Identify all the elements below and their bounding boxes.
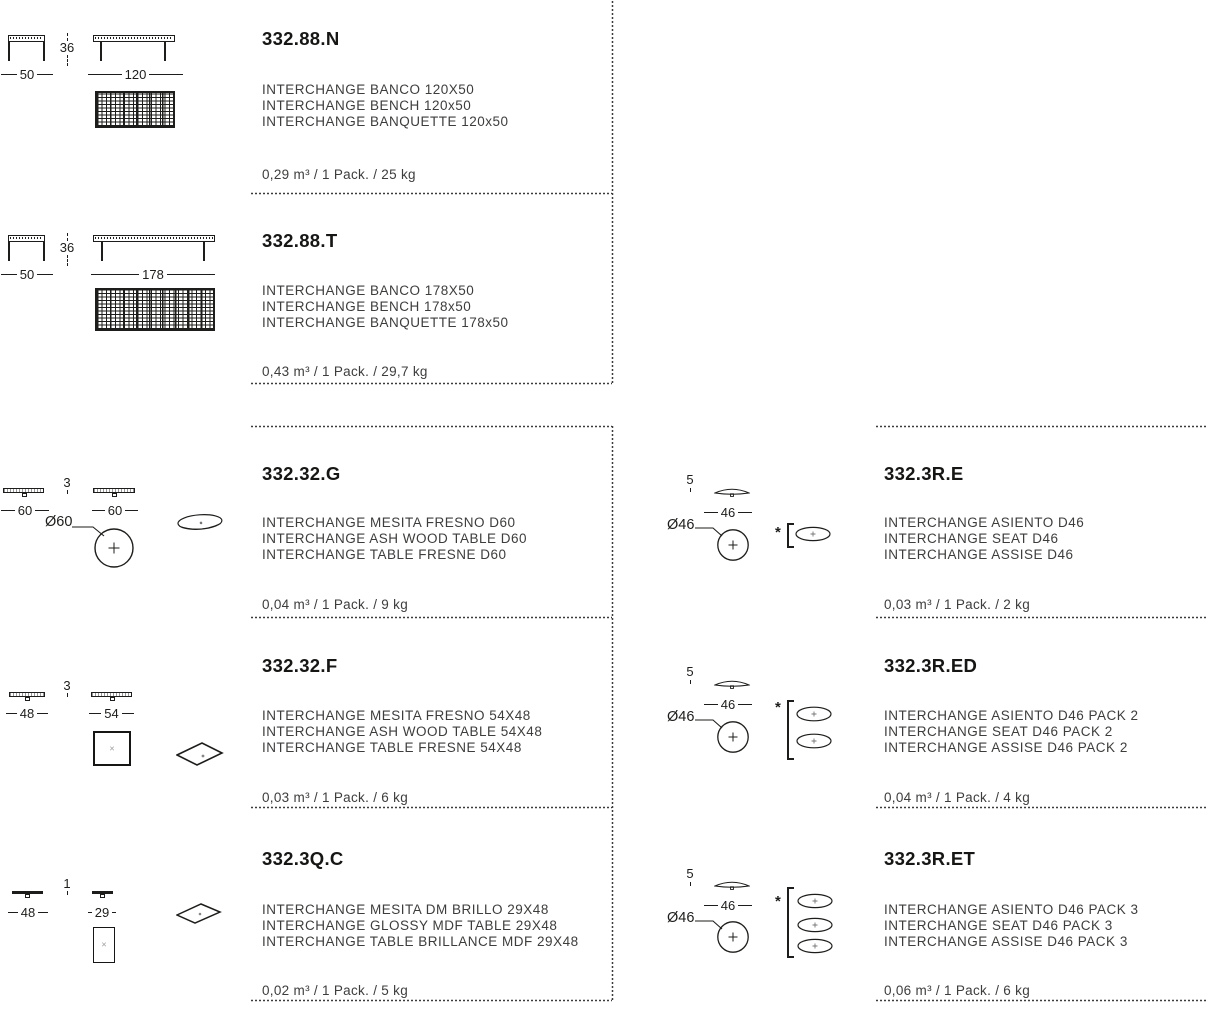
dim-width: [1, 67, 53, 82]
bench-seat: [8, 235, 45, 242]
dim-width-label: 29: [94, 905, 110, 920]
product-code: 332.32.F: [262, 655, 338, 676]
description-line: INTERCHANGE ASH WOOD TABLE 54X48: [262, 724, 543, 740]
description-line: INTERCHANGE ASSISE D46 PACK 3: [884, 934, 1128, 950]
table-top-side-view: [9, 692, 45, 697]
seat-pack-ellipse: [796, 893, 834, 910]
table-foot: [112, 493, 117, 497]
bench-front-view-small: [8, 35, 45, 61]
dim-height-label: 3: [63, 475, 71, 490]
dim-width: [1, 503, 49, 518]
dim-tick: [690, 882, 691, 886]
seat-pack-ellipse: [794, 526, 832, 543]
table-top-view-circle: [93, 527, 135, 569]
table-top-view-rect: [93, 927, 115, 963]
dim-width: [704, 898, 752, 913]
description-line: INTERCHANGE ASIENTO D46: [884, 515, 1085, 530]
bench-top-view-woven: [95, 91, 175, 128]
dim-line: [738, 704, 752, 705]
dim-height-label: 36: [59, 240, 75, 255]
bench-leg: [8, 42, 10, 61]
bench-leg: [8, 242, 10, 261]
description-line: INTERCHANGE ASH WOOD TABLE D60: [262, 531, 528, 547]
product-descriptions: [262, 708, 542, 757]
dim-width: [704, 505, 752, 520]
dim-width: [88, 905, 116, 920]
dim-line: [149, 74, 183, 75]
dim-width-label: 50: [19, 267, 35, 282]
description-line: INTERCHANGE ASSISE D46: [884, 547, 1074, 563]
dim-width: [704, 697, 752, 712]
dim-line: [167, 274, 215, 275]
product-descriptions: [884, 515, 1084, 564]
diameter-label: Ø46: [667, 910, 695, 926]
dotted-rule: [250, 425, 612, 428]
seat-top-view-circle: [716, 920, 750, 954]
dim-width: [6, 706, 48, 721]
product-code: 332.3R.E: [884, 463, 964, 484]
dim-line: [704, 905, 718, 906]
pack-info: 0,29 m³ / 1 Pack. / 25 kg: [262, 167, 416, 182]
dim-width-label: 50: [19, 67, 35, 82]
dotted-rule: [875, 806, 1206, 809]
pack-info: 0,43 m³ / 1 Pack. / 29,7 kg: [262, 364, 428, 379]
dim-line: [125, 510, 138, 511]
dim-line: [37, 274, 53, 275]
description-line: INTERCHANGE TABLE FRESNE 54X48: [262, 740, 522, 756]
dim-length: [91, 267, 215, 282]
dim-tick: [67, 490, 68, 494]
description-line: INTERCHANGE BENCH 178x50: [262, 299, 472, 315]
dim-tick: [690, 488, 691, 492]
pack-bracket: [787, 523, 793, 548]
table-top-side-view: [91, 692, 132, 697]
dim-line: [122, 713, 134, 714]
pack-info: 0,03 m³ / 1 Pack. / 2 kg: [884, 597, 1031, 612]
dim-width: [8, 905, 48, 920]
dim-line: [738, 905, 752, 906]
dim-width-label: 46: [720, 505, 736, 520]
description-line: INTERCHANGE MESITA FRESNO 54X48: [262, 708, 531, 723]
description-line: INTERCHANGE ASSISE D46 PACK 2: [884, 740, 1128, 756]
dim-line: [89, 713, 101, 714]
diameter-label: Ø60: [45, 514, 73, 530]
dotted-rule: [250, 192, 612, 195]
dotted-rule: [875, 999, 1206, 1002]
diameter-label: Ø46: [667, 517, 695, 533]
dim-tick: [67, 55, 68, 66]
product-descriptions: [262, 283, 509, 332]
dim-height-label: 5: [686, 664, 694, 679]
dim-line: [38, 912, 48, 913]
product-code: 332.32.G: [262, 463, 341, 484]
dim-width-label: 54: [104, 706, 119, 721]
product-code: 332.88.T: [262, 230, 338, 251]
bench-top-view-woven: [95, 288, 215, 331]
dim-line: [1, 510, 15, 511]
dim-tick: [67, 693, 68, 697]
seat-pack-ellipse: [795, 733, 833, 750]
dim-line: [35, 510, 49, 511]
bench-front-view-long: [93, 235, 215, 261]
dim-line: [112, 912, 116, 913]
dotted-rule: [250, 382, 612, 385]
seat-top-view-circle: [716, 528, 750, 562]
pack-info: 0,02 m³ / 1 Pack. / 5 kg: [262, 983, 409, 998]
dim-tick: [690, 680, 691, 684]
description-line: INTERCHANGE ASIENTO D46 PACK 2: [884, 708, 1139, 723]
bench-leg: [43, 42, 45, 61]
table-top-side-view: [93, 488, 135, 493]
description-line: INTERCHANGE SEAT D46 PACK 3: [884, 918, 1113, 934]
pack-info: 0,06 m³ / 1 Pack. / 6 kg: [884, 983, 1031, 998]
footnote-asterisk: *: [775, 699, 781, 716]
dim-line: [92, 510, 105, 511]
dim-line: [1, 274, 17, 275]
description-line: INTERCHANGE BENCH 120x50: [262, 98, 472, 114]
dim-length: [88, 67, 183, 82]
description-line: INTERCHANGE BANQUETTE 120x50: [262, 114, 509, 130]
dim-tick: [67, 891, 68, 895]
dim-line: [8, 912, 18, 913]
dim-length-label: 178: [142, 267, 164, 282]
description-line: INTERCHANGE TABLE BRILLANCE MDF 29X48: [262, 934, 579, 950]
dotted-rule: [250, 806, 612, 809]
dim-line: [91, 274, 139, 275]
table-top-side-view: [3, 488, 44, 493]
bench-front-view-small: [8, 235, 45, 261]
bench-front-view-long: [93, 35, 175, 61]
dim-width-label: 60: [107, 503, 123, 518]
description-line: INTERCHANGE TABLE FRESNE D60: [262, 547, 507, 563]
description-line: INTERCHANGE GLOSSY MDF TABLE 29X48: [262, 918, 558, 934]
bench-leg: [203, 242, 205, 261]
dim-height-label: 5: [686, 472, 694, 487]
seat-pack-ellipse: [796, 917, 834, 934]
dim-tick: [67, 255, 68, 266]
description-line: INTERCHANGE BANQUETTE 178x50: [262, 315, 509, 331]
product-descriptions: [262, 902, 579, 951]
product-code: 332.3R.ED: [884, 655, 978, 676]
dim-width-label: 48: [19, 706, 35, 721]
table-perspective-view: [176, 512, 224, 536]
dotted-rule: [875, 616, 1206, 619]
dim-width-label: 46: [720, 697, 736, 712]
product-descriptions: [884, 902, 1139, 951]
dim-line: [738, 512, 752, 513]
bench-seat: [8, 35, 45, 42]
dim-height-label: 3: [63, 678, 71, 693]
table-top-view-square: [93, 731, 131, 766]
bench-seat: [93, 235, 215, 242]
diameter-label: Ø46: [667, 709, 695, 725]
dim-height-label: 1: [63, 876, 71, 891]
table-foot: [22, 493, 27, 497]
product-code: 332.88.N: [262, 28, 340, 49]
dim-line: [704, 704, 718, 705]
dotted-rule: [875, 425, 1206, 428]
dim-width: [1, 267, 53, 282]
dim-height-label: 5: [686, 866, 694, 881]
bench-leg: [101, 242, 103, 261]
pack-info: 0,04 m³ / 1 Pack. / 4 kg: [884, 790, 1031, 805]
bench-leg: [164, 42, 166, 61]
dim-line: [704, 512, 718, 513]
table-foot: [25, 697, 30, 701]
dim-width: [89, 706, 134, 721]
description-line: INTERCHANGE BANCO 120X50: [262, 82, 475, 97]
seat-side-view: [714, 485, 750, 498]
dim-length-label: 120: [124, 67, 147, 82]
dim-line: [6, 713, 17, 714]
dim-width-label: 46: [720, 898, 736, 913]
bench-leg: [100, 42, 102, 61]
dim-line: [88, 74, 122, 75]
bench-seat: [93, 35, 175, 42]
dotted-divider-vertical-bottom: [611, 425, 614, 1001]
product-descriptions: [884, 708, 1139, 757]
pack-bracket: [787, 700, 793, 760]
description-line: INTERCHANGE MESITA FRESNO D60: [262, 515, 516, 530]
product-descriptions: [262, 515, 527, 564]
pack-bracket: [787, 887, 793, 958]
dotted-rule: [250, 616, 612, 619]
center-mark: ×: [109, 743, 115, 753]
product-code: 332.3Q.C: [262, 848, 344, 869]
dotted-rule: [250, 999, 612, 1002]
product-descriptions: [262, 82, 509, 131]
footnote-asterisk: *: [775, 524, 781, 541]
seat-top-view-circle: [716, 720, 750, 754]
seat-pack-ellipse: [796, 938, 834, 955]
dim-line: [37, 74, 53, 75]
table-perspective-view: [176, 902, 222, 926]
dim-line: [1, 74, 17, 75]
center-mark: ×: [101, 939, 107, 950]
description-line: INTERCHANGE ASIENTO D46 PACK 3: [884, 902, 1139, 917]
bench-leg: [43, 242, 45, 261]
description-line: INTERCHANGE MESITA DM BRILLO 29X48: [262, 902, 549, 917]
dim-width-label: 60: [17, 503, 33, 518]
table-foot: [100, 894, 105, 898]
seat-pack-ellipse: [795, 706, 833, 723]
table-foot: [110, 697, 115, 701]
dim-line: [37, 713, 48, 714]
pack-info: 0,03 m³ / 1 Pack. / 6 kg: [262, 790, 409, 805]
description-line: INTERCHANGE BANCO 178X50: [262, 283, 475, 298]
description-line: INTERCHANGE SEAT D46 PACK 2: [884, 724, 1113, 740]
dim-width: [92, 503, 138, 518]
dim-width-label: 48: [20, 905, 36, 920]
product-code: 332.3R.ET: [884, 848, 976, 869]
description-line: INTERCHANGE SEAT D46: [884, 531, 1059, 547]
seat-side-view: [714, 677, 750, 690]
seat-side-view: [714, 878, 750, 891]
dim-height-label: 36: [59, 40, 75, 55]
table-perspective-view: [176, 740, 224, 768]
footnote-asterisk: *: [775, 893, 781, 910]
table-foot: [25, 894, 30, 898]
pack-info: 0,04 m³ / 1 Pack. / 9 kg: [262, 597, 409, 612]
